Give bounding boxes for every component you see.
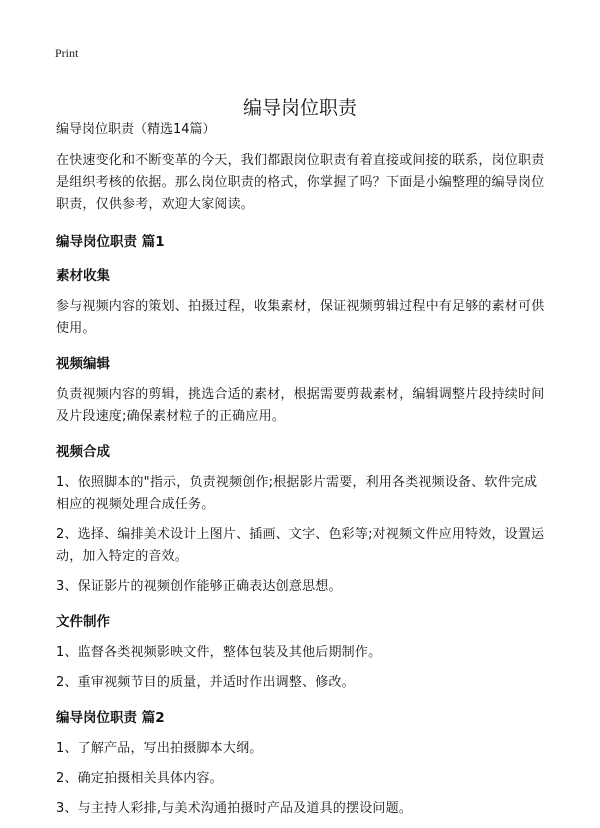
list-item: 3、与主持人彩排,与美术沟通拍摄时产品及道具的摆设问题。 <box>56 801 413 816</box>
intro-paragraph: 在快速变化和不断变革的今天，我们都跟岗位职责有着直接或间接的联系，岗位职责是组织考核的依据。那么岗位职责的格式，你掌握了吗？下面是小编整理的编导岗位职责，仅供参考，欢迎大家阅读。 <box>56 153 545 212</box>
section-heading-video-compositing: 视频合成 <box>56 444 110 460</box>
section-heading-file-production: 文件制作 <box>56 614 110 630</box>
list-item: 2、确定拍摄相关具体内容。 <box>56 771 223 786</box>
print-link[interactable]: Print <box>55 46 79 60</box>
list-item: 3、保证影片的视频创作能够正确表达创意思想。 <box>56 579 342 594</box>
page-title: 编导岗位职责 <box>242 96 357 119</box>
section-text-material-collection: 参与视频内容的策划、拍摄过程，收集素材，保证视频剪辑过程中有足够的素材可供使用。 <box>56 299 545 336</box>
list-item: 2、重审视频节目的质量，并适时作出调整、修改。 <box>56 675 355 690</box>
list-item: 1、监督各类视频影映文件，整体包装及其他后期制作。 <box>56 645 382 660</box>
list-item: 1、了解产品，写出拍摄脚本大纲。 <box>56 741 263 756</box>
section-heading-video-editing: 视频编辑 <box>56 356 110 372</box>
list-item: 2、选择、编排美术设计上图片、插画、文字、色彩等;对视频文件应用特效，设置运动，加入特定的音效。 <box>56 527 545 564</box>
section-heading-material-collection: 素材收集 <box>56 268 110 284</box>
list-item: 1、依照脚本的"指示，负责视频创作;根据影片需要，利用各类视频设备、软件完成相应的视频处理合成任务。 <box>56 475 538 512</box>
article-1-heading: 编导岗位职责 篇1 <box>56 234 165 250</box>
document-body <box>56 120 546 828</box>
article-2-heading: 编导岗位职责 篇2 <box>56 710 165 726</box>
section-text-video-editing: 负责视频内容的剪辑，挑选合适的素材，根据需要剪裁素材，编辑调整片段持续时间及片段速度;确保素材粒子的正确应用。 <box>56 387 545 424</box>
document-subtitle: 编导岗位职责（精选14篇） <box>56 122 216 137</box>
